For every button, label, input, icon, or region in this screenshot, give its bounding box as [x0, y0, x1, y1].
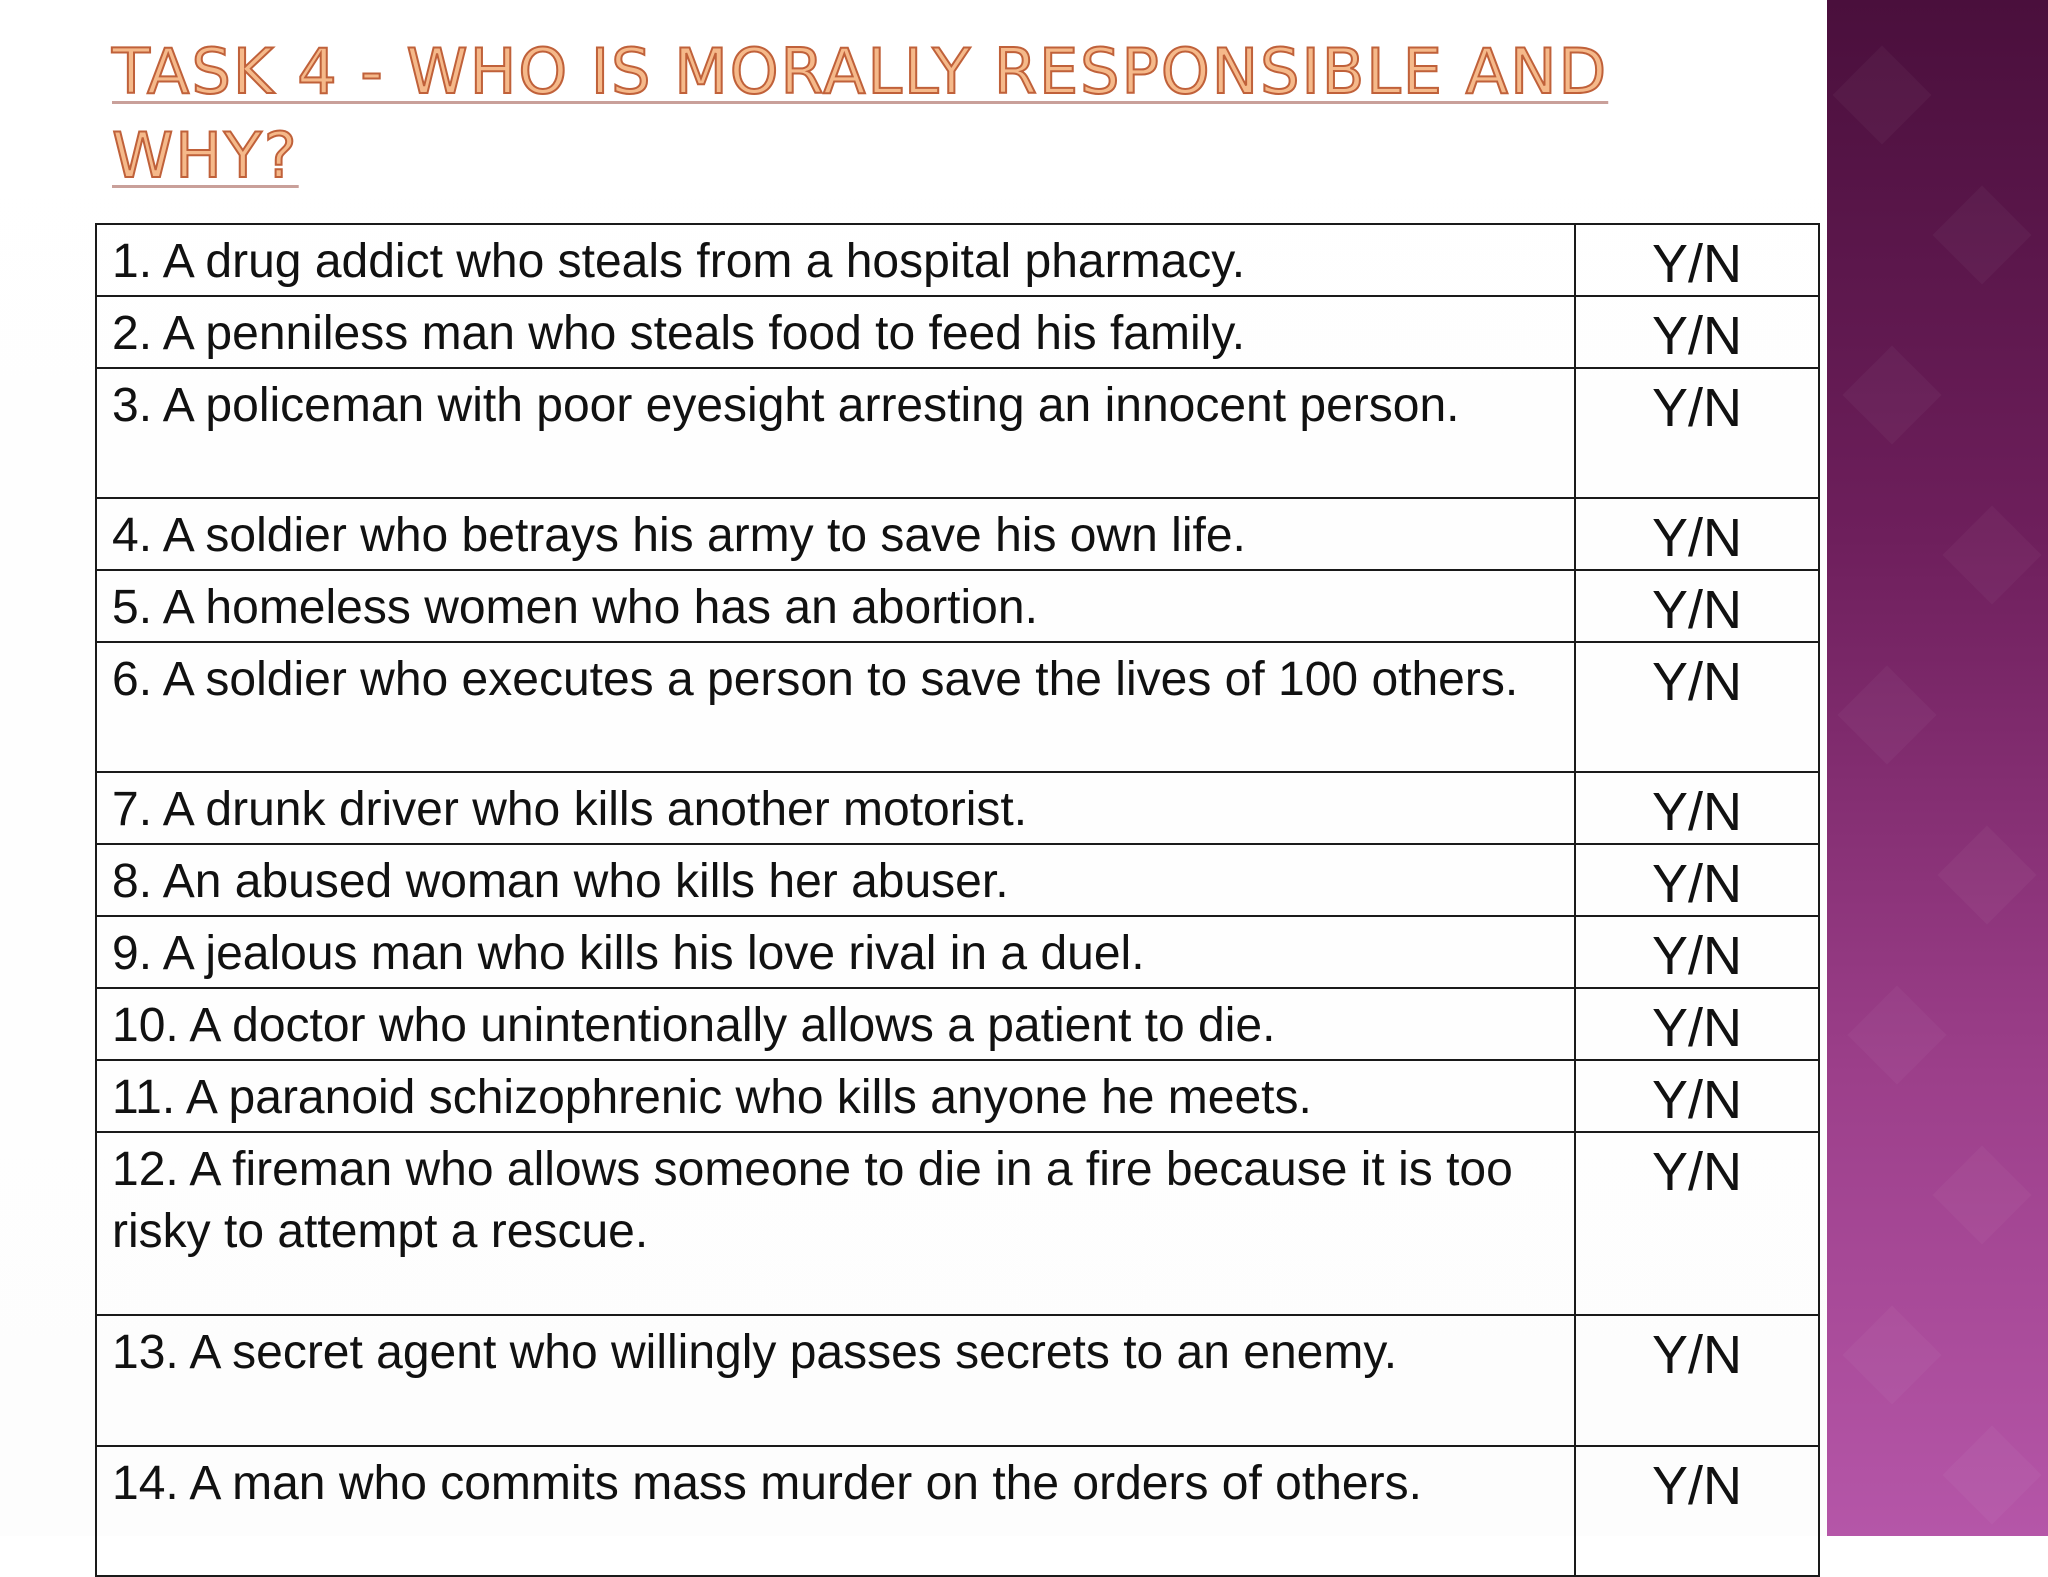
statement-cell: 11. A paranoid schizophrenic who kills anyone he meets. [96, 1060, 1575, 1132]
answer-cell[interactable]: Y/N [1575, 916, 1819, 988]
answer-cell[interactable]: Y/N [1575, 570, 1819, 642]
table-row [96, 642, 1819, 772]
table-row [96, 772, 1819, 844]
statement-cell: 6. A soldier who executes a person to save the lives of 100 others. [96, 642, 1575, 772]
pattern-diamond [1848, 986, 1947, 1085]
responsibility-table [95, 223, 1820, 1577]
statement-cell: 4. A soldier who betrays his army to save his own life. [96, 498, 1575, 570]
answer-cell[interactable]: Y/N [1575, 1132, 1819, 1315]
statement-cell: 1. A drug addict who steals from a hospital pharmacy. [96, 224, 1575, 296]
answer-cell[interactable]: Y/N [1575, 1060, 1819, 1132]
statement-cell: 12. A fireman who allows someone to die in a fire because it is too risky to attempt a rescue. [96, 1132, 1575, 1315]
answer-cell[interactable]: Y/N [1575, 498, 1819, 570]
statement-cell: 14. A man who commits mass murder on the orders of others. [96, 1446, 1575, 1576]
statement-cell: 9. A jealous man who kills his love rival in a duel. [96, 916, 1575, 988]
table-row [96, 916, 1819, 988]
answer-cell[interactable]: Y/N [1575, 642, 1819, 772]
answer-cell[interactable]: Y/N [1575, 988, 1819, 1060]
answer-cell[interactable]: Y/N [1575, 224, 1819, 296]
table-row [96, 296, 1819, 368]
pattern-diamond [1933, 186, 2032, 285]
pattern-diamond [1938, 826, 2037, 925]
table-row [96, 570, 1819, 642]
answer-cell[interactable]: Y/N [1575, 368, 1819, 498]
answer-cell[interactable]: Y/N [1575, 772, 1819, 844]
pattern-diamond [1843, 1306, 1942, 1405]
page-title: TASK 4 - WHO IS MORALLY RESPONSIBLE AND WHY? [112, 35, 1609, 192]
table-row [96, 368, 1819, 498]
statement-cell: 5. A homeless women who has an abortion. [96, 570, 1575, 642]
pattern-diamond [1943, 1426, 2042, 1525]
pattern-diamond [1933, 1146, 2032, 1245]
table-row [96, 498, 1819, 570]
statement-cell: 10. A doctor who unintentionally allows a patient to die. [96, 988, 1575, 1060]
statement-cell: 3. A policeman with poor eyesight arresting an innocent person. [96, 368, 1575, 498]
pattern-diamond [1943, 506, 2042, 605]
statement-cell: 2. A penniless man who steals food to feed his family. [96, 296, 1575, 368]
answer-cell[interactable]: Y/N [1575, 1446, 1819, 1576]
statement-cell: 8. An abused woman who kills her abuser. [96, 844, 1575, 916]
decorative-side-panel [1827, 0, 2048, 1536]
statement-cell: 13. A secret agent who willingly passes secrets to an enemy. [96, 1315, 1575, 1446]
statement-cell: 7. A drunk driver who kills another motorist. [96, 772, 1575, 844]
table-row [96, 1446, 1819, 1576]
table-row [96, 1060, 1819, 1132]
table-row [96, 844, 1819, 916]
table-row [96, 1315, 1819, 1446]
table-row [96, 988, 1819, 1060]
answer-cell[interactable]: Y/N [1575, 1315, 1819, 1446]
pattern-diamond [1838, 666, 1937, 765]
pattern-diamond [1843, 346, 1942, 445]
table-row [96, 1132, 1819, 1315]
table-row [96, 224, 1819, 296]
answer-cell[interactable]: Y/N [1575, 844, 1819, 916]
answer-cell[interactable]: Y/N [1575, 296, 1819, 368]
pattern-diamond [1833, 46, 1932, 145]
